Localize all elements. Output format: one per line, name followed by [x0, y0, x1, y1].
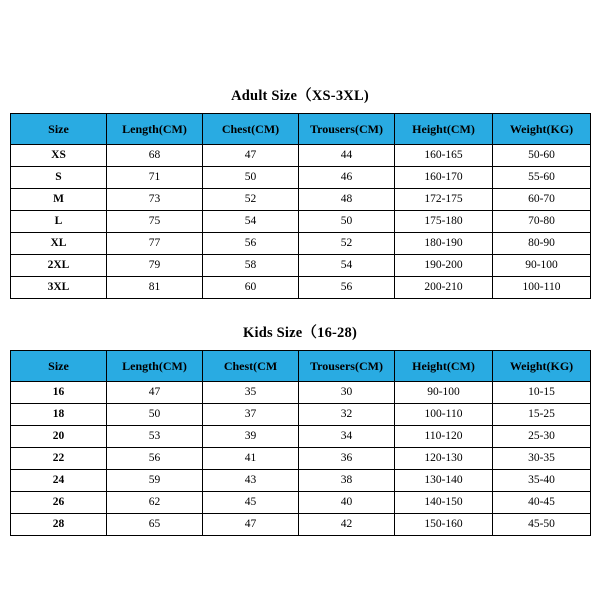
cell-height: 150-160 — [395, 514, 493, 536]
cell-chest: 43 — [203, 470, 299, 492]
cell-length: 77 — [107, 233, 203, 255]
cell-trousers: 34 — [299, 426, 395, 448]
adult-size-section — [10, 0, 590, 299]
table-row — [11, 255, 591, 277]
cell-length: 59 — [107, 470, 203, 492]
cell-trousers: 56 — [299, 277, 395, 299]
cell-weight: 35-40 — [493, 470, 591, 492]
adult-size-caption: Adult Size（XS-3XL) — [231, 88, 369, 104]
cell-height: 160-165 — [395, 145, 493, 167]
cell-size: 16 — [11, 382, 107, 404]
cell-length: 68 — [107, 145, 203, 167]
cell-size: 26 — [11, 492, 107, 514]
cell-trousers: 42 — [299, 514, 395, 536]
cell-chest: 39 — [203, 426, 299, 448]
cell-weight: 70-80 — [493, 211, 591, 233]
cell-chest: 56 — [203, 233, 299, 255]
cell-height: 172-175 — [395, 189, 493, 211]
cell-weight: 30-35 — [493, 448, 591, 470]
cell-trousers: 38 — [299, 470, 395, 492]
cell-length: 50 — [107, 404, 203, 426]
cell-size: 20 — [11, 426, 107, 448]
cell-trousers: 48 — [299, 189, 395, 211]
cell-chest: 60 — [203, 277, 299, 299]
column-header-weight: Weight(KG) — [493, 114, 591, 145]
table-row — [11, 189, 591, 211]
cell-chest: 35 — [203, 382, 299, 404]
cell-weight: 55-60 — [493, 167, 591, 189]
kids-table-header — [11, 351, 591, 382]
column-header-trousers: Trousers(CM) — [299, 114, 395, 145]
cell-height: 190-200 — [395, 255, 493, 277]
table-row — [11, 492, 591, 514]
cell-trousers: 50 — [299, 211, 395, 233]
cell-weight: 10-15 — [493, 382, 591, 404]
cell-size: 2XL — [11, 255, 107, 277]
cell-length: 47 — [107, 382, 203, 404]
cell-length: 73 — [107, 189, 203, 211]
table-row — [11, 470, 591, 492]
column-header-weight: Weight(KG) — [493, 351, 591, 382]
cell-length: 71 — [107, 167, 203, 189]
cell-trousers: 32 — [299, 404, 395, 426]
cell-chest: 47 — [203, 145, 299, 167]
column-header-size: Size — [11, 351, 107, 382]
cell-size: XS — [11, 145, 107, 167]
table-row — [11, 233, 591, 255]
cell-trousers: 52 — [299, 233, 395, 255]
cell-chest: 37 — [203, 404, 299, 426]
cell-size: M — [11, 189, 107, 211]
cell-chest: 47 — [203, 514, 299, 536]
column-header-length: Length(CM) — [107, 351, 203, 382]
adult-table-header — [11, 114, 591, 145]
table-row — [11, 404, 591, 426]
cell-trousers: 36 — [299, 448, 395, 470]
cell-height: 180-190 — [395, 233, 493, 255]
column-header-height: Height(CM) — [395, 114, 493, 145]
adult-size-table — [10, 113, 591, 299]
cell-length: 79 — [107, 255, 203, 277]
table-row — [11, 514, 591, 536]
cell-chest: 54 — [203, 211, 299, 233]
table-row — [11, 277, 591, 299]
cell-trousers: 40 — [299, 492, 395, 514]
cell-size: 22 — [11, 448, 107, 470]
cell-weight: 100-110 — [493, 277, 591, 299]
cell-size: L — [11, 211, 107, 233]
cell-length: 62 — [107, 492, 203, 514]
table-row — [11, 167, 591, 189]
cell-size: 24 — [11, 470, 107, 492]
cell-height: 120-130 — [395, 448, 493, 470]
cell-chest: 58 — [203, 255, 299, 277]
cell-size: XL — [11, 233, 107, 255]
cell-length: 81 — [107, 277, 203, 299]
kids-size-section — [10, 299, 590, 536]
cell-length: 75 — [107, 211, 203, 233]
cell-weight: 25-30 — [493, 426, 591, 448]
cell-height: 175-180 — [395, 211, 493, 233]
cell-size: S — [11, 167, 107, 189]
cell-chest: 41 — [203, 448, 299, 470]
adult-table-body — [11, 145, 591, 299]
cell-weight: 15-25 — [493, 404, 591, 426]
column-header-height: Height(CM) — [395, 351, 493, 382]
column-header-chest: Chest(CM) — [203, 114, 299, 145]
table-header-row — [11, 351, 591, 382]
cell-weight: 40-45 — [493, 492, 591, 514]
cell-trousers: 46 — [299, 167, 395, 189]
cell-height: 110-120 — [395, 426, 493, 448]
kids-size-caption: Kids Size（16-28) — [243, 325, 357, 341]
cell-trousers: 54 — [299, 255, 395, 277]
cell-size: 28 — [11, 514, 107, 536]
cell-height: 130-140 — [395, 470, 493, 492]
table-row — [11, 211, 591, 233]
cell-trousers: 44 — [299, 145, 395, 167]
table-header-row — [11, 114, 591, 145]
cell-weight: 50-60 — [493, 145, 591, 167]
cell-weight: 60-70 — [493, 189, 591, 211]
column-header-length: Length(CM) — [107, 114, 203, 145]
cell-length: 53 — [107, 426, 203, 448]
table-row — [11, 382, 591, 404]
cell-size: 18 — [11, 404, 107, 426]
column-header-size: Size — [11, 114, 107, 145]
cell-length: 56 — [107, 448, 203, 470]
cell-height: 140-150 — [395, 492, 493, 514]
cell-height: 160-170 — [395, 167, 493, 189]
table-row — [11, 426, 591, 448]
cell-weight: 45-50 — [493, 514, 591, 536]
kids-table-body — [11, 382, 591, 536]
cell-length: 65 — [107, 514, 203, 536]
cell-chest: 45 — [203, 492, 299, 514]
cell-size: 3XL — [11, 277, 107, 299]
cell-height: 100-110 — [395, 404, 493, 426]
cell-weight: 90-100 — [493, 255, 591, 277]
cell-trousers: 30 — [299, 382, 395, 404]
table-row — [11, 145, 591, 167]
cell-chest: 52 — [203, 189, 299, 211]
cell-weight: 80-90 — [493, 233, 591, 255]
table-row — [11, 448, 591, 470]
column-header-chest: Chest(CM — [203, 351, 299, 382]
cell-chest: 50 — [203, 167, 299, 189]
kids-size-table — [10, 350, 591, 536]
cell-height: 200-210 — [395, 277, 493, 299]
cell-height: 90-100 — [395, 382, 493, 404]
column-header-trousers: Trousers(CM) — [299, 351, 395, 382]
